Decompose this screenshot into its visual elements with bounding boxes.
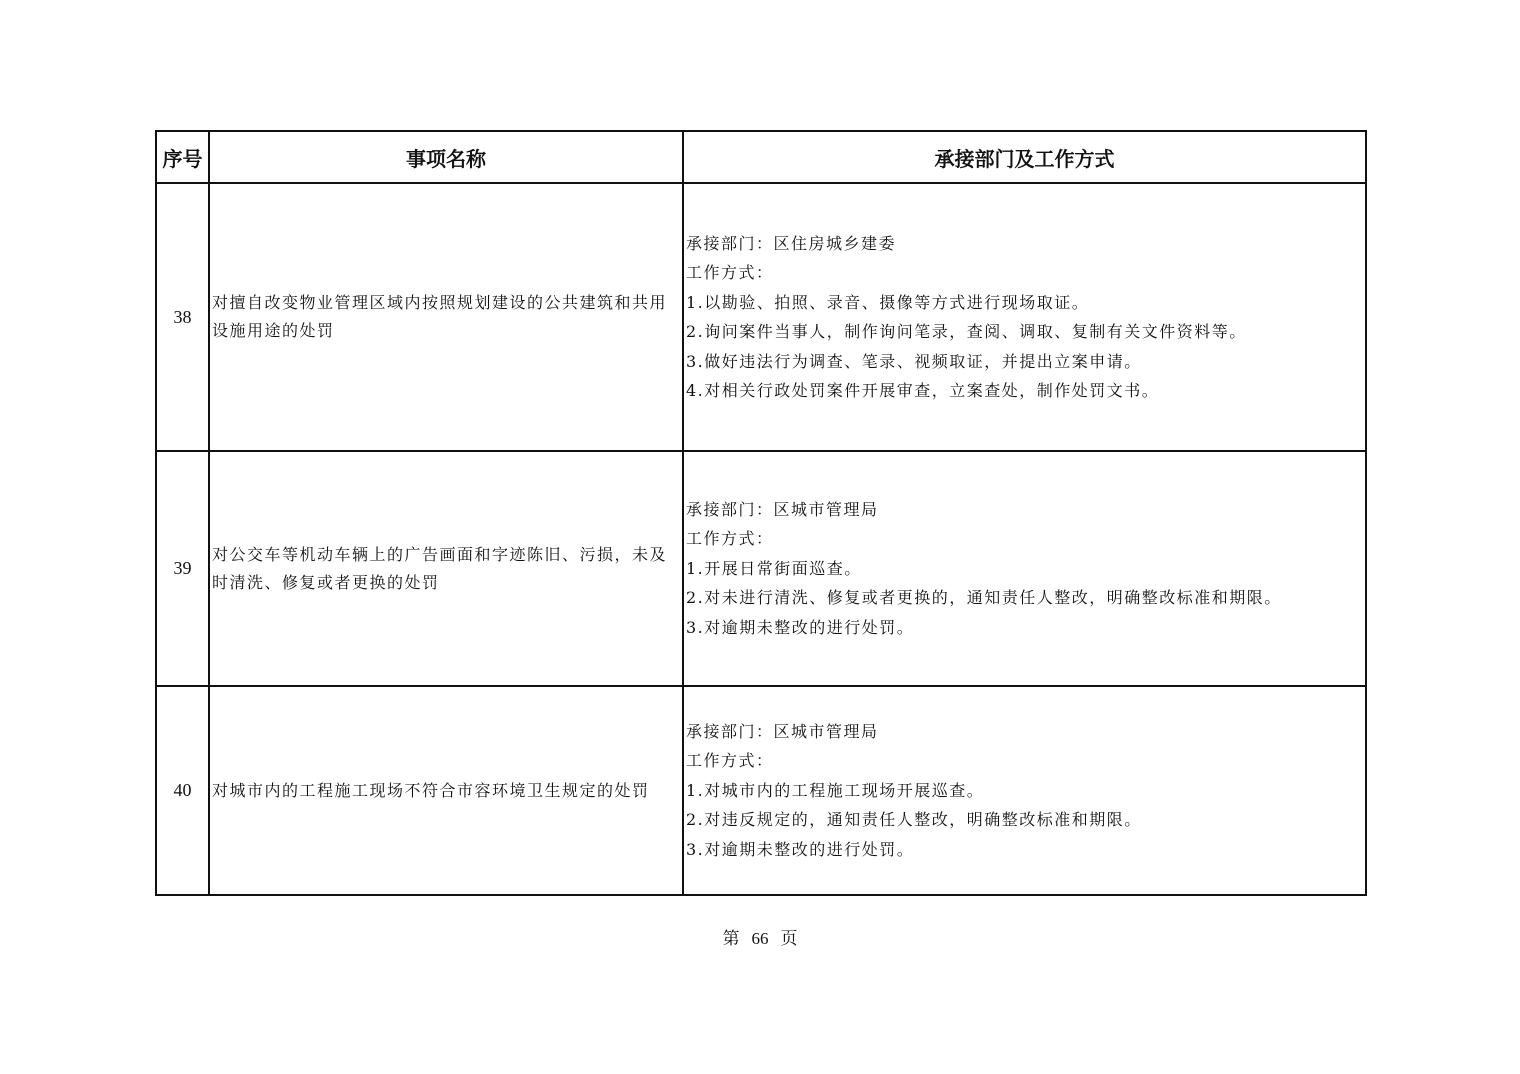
method-step: 1.开展日常街面巡查。 — [686, 558, 862, 578]
dept-and-method — [683, 183, 1366, 451]
method-step: 2.对未进行清洗、修复或者更换的，通知责任人整改，明确整改标准和期限。 — [686, 588, 1282, 608]
dept-line: 承接部门：区城市管理局 — [686, 499, 879, 519]
table-header-row — [156, 131, 1366, 183]
method-label: 工作方式： — [686, 751, 774, 771]
method-step: 1.以勘验、拍照、录音、摄像等方式进行现场取证。 — [686, 292, 1090, 312]
method-step: 2.对违反规定的，通知责任人整改，明确整改标准和期限。 — [686, 810, 1142, 830]
header-no: 序号 — [156, 131, 209, 183]
page-prefix: 第 — [722, 929, 740, 948]
page-suffix: 页 — [780, 929, 798, 948]
header-dept: 承接部门及工作方式 — [683, 131, 1366, 183]
item-name: 对擅自改变物业管理区域内按照规划建设的公共建筑和共用设施用途的处罚 — [209, 183, 683, 451]
dept-and-method — [683, 451, 1366, 686]
dept-line: 承接部门：区住房城乡建委 — [686, 233, 897, 253]
row-number: 38 — [156, 183, 209, 451]
table-row — [156, 451, 1366, 686]
page-number: 66 — [751, 929, 769, 948]
method-label: 工作方式： — [686, 529, 774, 549]
item-name: 对城市内的工程施工现场不符合市容环境卫生规定的处罚 — [209, 686, 683, 895]
method-label: 工作方式： — [686, 263, 774, 282]
table-row — [156, 183, 1366, 451]
dept-line: 承接部门：区城市管理局 — [686, 721, 879, 741]
dept-and-method — [683, 686, 1366, 895]
header-name: 事项名称 — [209, 131, 683, 183]
method-step: 4.对相关行政处罚案件开展审查，立案查处，制作处罚文书。 — [686, 381, 1160, 400]
method-step: 2.询问案件当事人，制作询问笔录，查阅、调取、复制有关文件资料等。 — [686, 322, 1247, 341]
row-number: 39 — [156, 451, 209, 686]
method-step: 3.对逾期未整改的进行处罚。 — [686, 839, 915, 859]
method-step: 3.对逾期未整改的进行处罚。 — [686, 617, 915, 637]
method-step: 1.对城市内的工程施工现场开展巡查。 — [686, 780, 985, 800]
table-row — [156, 686, 1366, 895]
item-name: 对公交车等机动车辆上的广告画面和字迹陈旧、污损，未及时清洗、修复或者更换的处罚 — [209, 451, 683, 686]
items-table — [155, 130, 1367, 896]
row-number: 40 — [156, 686, 209, 895]
method-step: 3.做好违法行为调查、笔录、视频取证，并提出立案申请。 — [686, 351, 1142, 371]
page-footer — [0, 924, 1520, 949]
